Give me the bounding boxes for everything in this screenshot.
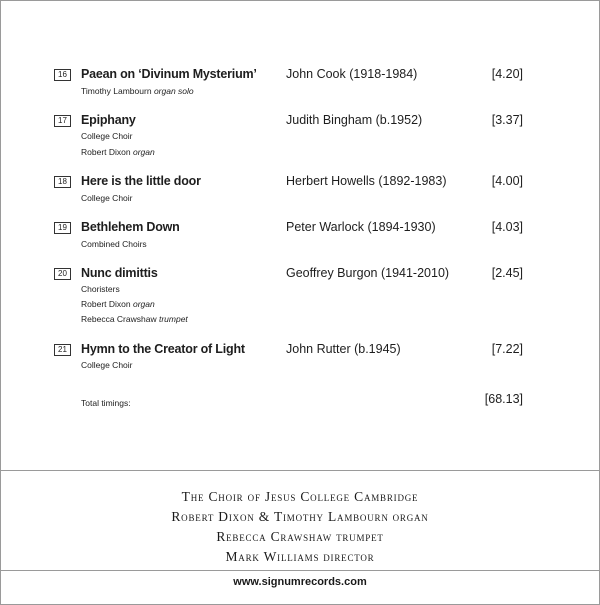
track-number: 20	[54, 268, 71, 280]
track-title: Bethlehem Down	[81, 220, 180, 234]
website-link[interactable]: www.signumrecords.com	[233, 576, 367, 588]
performer-line: Timothy Lambourn organ solo	[81, 86, 194, 96]
performer-line: Robert Dixon organ	[81, 299, 155, 309]
track-title: Nunc dimittis	[81, 266, 158, 280]
track-duration: [4.20]	[491, 67, 523, 81]
track-composer: Peter Warlock (1894-1930)	[286, 220, 436, 234]
track-composer: Geoffrey Burgon (1941-2010)	[286, 266, 450, 280]
total-timings-label: Total timings:	[81, 398, 131, 408]
track-composer: Judith Bingham (b.1952)	[286, 113, 423, 127]
organists-credit: Robert Dixon & Timothy Lambourn organ	[171, 509, 429, 524]
track-title: Here is the little door	[81, 174, 201, 188]
track-title: Hymn to the Creator of Light	[81, 342, 245, 356]
track-duration: [3.37]	[491, 113, 523, 127]
performer-line: Choristers	[81, 284, 120, 294]
performer-line: Combined Choirs	[81, 239, 147, 249]
track-duration: [7.22]	[491, 342, 523, 356]
director-credit: Mark Williams director	[225, 549, 375, 564]
track-title: Paean on ‘Divinum Mysterium’	[81, 67, 257, 81]
total-timings-value: [68.13]	[484, 392, 523, 406]
track-duration: [4.00]	[491, 174, 523, 188]
performer-line: College Choir	[81, 193, 133, 203]
performer-line: College Choir	[81, 131, 133, 141]
track-duration: [2.45]	[491, 266, 523, 280]
choir-credit: The Choir of Jesus College Cambridge	[181, 489, 419, 504]
credits-block	[1, 487, 599, 567]
track-number: 19	[54, 222, 71, 234]
track-number: 17	[54, 115, 71, 127]
track-title: Epiphany	[81, 113, 136, 127]
track-number: 18	[54, 176, 71, 188]
track-composer: John Cook (1918-1984)	[286, 67, 418, 81]
performer-line: Robert Dixon organ	[81, 147, 155, 157]
track-composer: Herbert Howells (1892-1983)	[286, 174, 447, 188]
divider	[1, 570, 599, 571]
trumpet-credit: Rebecca Crawshaw trumpet	[216, 529, 384, 544]
track-number: 21	[54, 344, 71, 356]
divider	[1, 470, 599, 471]
performer-line: College Choir	[81, 360, 133, 370]
performer-line: Rebecca Crawshaw trumpet	[81, 314, 188, 324]
track-duration: [4.03]	[491, 220, 523, 234]
track-composer: John Rutter (b.1945)	[286, 342, 401, 356]
track-number: 16	[54, 69, 71, 81]
